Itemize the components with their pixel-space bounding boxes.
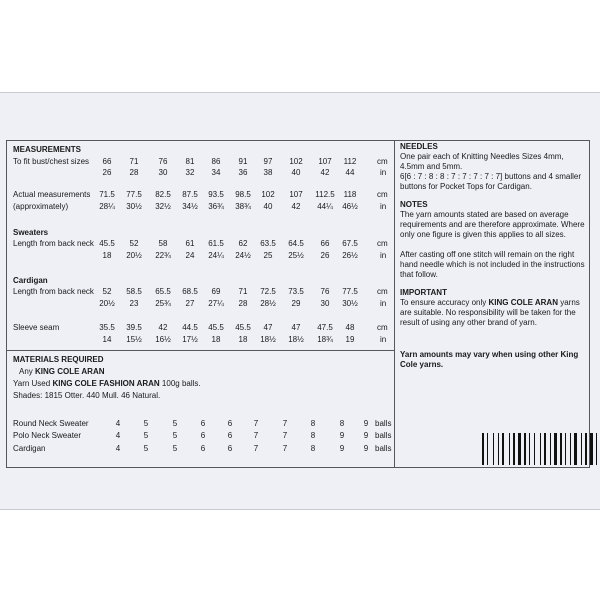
barcode-bar (570, 433, 571, 465)
cm-value: 47.5 (317, 323, 333, 332)
cm-value: 73.5 (288, 287, 304, 296)
in-value: 34 (211, 168, 221, 177)
in-value: 18 (102, 251, 112, 260)
cm-value: 71 (238, 287, 248, 296)
balls-value: 7 (282, 431, 288, 440)
balls-value: 8 (339, 419, 345, 428)
in-value: 28 (129, 168, 139, 177)
in-value: 24¼ (208, 251, 224, 260)
row-label: To fit bust/chest sizes (13, 157, 90, 166)
cm-value: 66 (320, 239, 330, 248)
cm-value: 107 (318, 157, 332, 166)
barcode-bar (527, 433, 528, 465)
in-value: 40 (291, 168, 301, 177)
balls-unit: balls (375, 419, 392, 428)
in-value: 44¼ (317, 202, 333, 211)
barcode-bar (540, 433, 541, 465)
in-value: 19 (345, 335, 355, 344)
barcode-bar (588, 433, 589, 465)
barcode-bar (594, 433, 595, 465)
balls-value: 5 (172, 431, 178, 440)
in-value: 34½ (182, 202, 198, 211)
unit-cm: cm (377, 323, 388, 332)
in-value: 28¼ (99, 202, 115, 211)
balls-value: 9 (363, 444, 369, 453)
cm-value: 52 (129, 239, 139, 248)
section-divider (6, 350, 395, 351)
in-value: 28 (238, 299, 248, 308)
cm-value: 42 (158, 323, 168, 332)
cm-value: 44.5 (182, 323, 198, 332)
unit-cm: cm (377, 239, 388, 248)
unit-in: in (380, 299, 387, 308)
in-value: 30 (320, 299, 330, 308)
barcode-bar (552, 433, 553, 465)
balls-value: 8 (310, 419, 316, 428)
barcode-bar (529, 433, 530, 465)
cm-value: 102 (261, 190, 275, 199)
cm-value: 61 (185, 239, 195, 248)
barcode-bar (547, 433, 549, 465)
cm-value: 71.5 (99, 190, 115, 199)
barcode-bar (493, 433, 494, 465)
needles-text: One pair each of Knitting Needles Sizes 4mm, 4.5mm and 5mm. (400, 152, 564, 171)
balls-unit: balls (375, 431, 392, 440)
cm-value: 66 (102, 157, 112, 166)
balls-value: 5 (143, 419, 149, 428)
barcode-bar (509, 433, 510, 465)
in-value: 27¼ (208, 299, 224, 308)
barcode-bar (590, 433, 593, 465)
barcode-bar (560, 433, 562, 465)
cm-value: 98.5 (235, 190, 251, 199)
barcode-bar (578, 433, 580, 465)
cm-value: 82.5 (155, 190, 171, 199)
cm-value: 47 (291, 323, 301, 332)
in-value: 30½ (342, 299, 358, 308)
needles-title: NEEDLES (400, 142, 438, 151)
unit-in: in (380, 335, 387, 344)
cm-value: 71 (129, 157, 139, 166)
balls-value: 7 (253, 444, 259, 453)
in-value: 36 (238, 168, 248, 177)
cm-value: 68.5 (182, 287, 198, 296)
cm-value: 112.5 (315, 190, 335, 199)
cardigan-title: Cardigan (13, 276, 48, 285)
notes-title: NOTES (400, 200, 428, 209)
in-value: 18¾ (317, 335, 333, 344)
cm-value: 86 (211, 157, 221, 166)
in-value: 30½ (126, 202, 142, 211)
in-value: 20½ (126, 251, 142, 260)
materials-row-label: Cardigan (13, 444, 46, 453)
in-value: 22¾ (155, 251, 171, 260)
cm-value: 77.5 (342, 287, 358, 296)
in-value: 42 (291, 202, 301, 211)
balls-value: 7 (282, 419, 288, 428)
in-value: 26½ (342, 251, 358, 260)
cm-value: 67.5 (342, 239, 358, 248)
in-value: 38¾ (235, 202, 251, 211)
row-label: Length from back neck (13, 239, 94, 248)
in-value: 32 (185, 168, 195, 177)
barcode-bar (487, 433, 488, 465)
unit-in: in (380, 251, 387, 260)
balls-unit: balls (375, 444, 392, 453)
in-value: 14 (102, 335, 112, 344)
balls-value: 5 (143, 444, 149, 453)
row-label: (approximately) (13, 202, 69, 211)
cm-value: 61.5 (208, 239, 224, 248)
balls-value: 7 (253, 431, 259, 440)
barcode-bar (554, 433, 557, 465)
barcode-bar (513, 433, 515, 465)
cm-value: 76 (158, 157, 168, 166)
in-value: 46½ (342, 202, 358, 211)
barcode-bar (511, 433, 512, 465)
unit-in: in (380, 202, 387, 211)
balls-value: 7 (253, 419, 259, 428)
row-label: Sleeve seam (13, 323, 60, 332)
cm-value: 118 (343, 190, 357, 199)
balls-value: 8 (310, 431, 316, 440)
barcode-bar (495, 433, 497, 465)
cm-value: 58.5 (126, 287, 142, 296)
in-value: 24½ (235, 251, 251, 260)
barcode-bar (536, 433, 539, 465)
important-text: To ensure accuracy only KING COLE ARAN yarns are suitable. No responsibility will be taken for the result of using any other brand of yarn. (400, 298, 580, 327)
barcode-bar (572, 433, 573, 465)
in-value: 26 (102, 168, 112, 177)
cm-value: 58 (158, 239, 168, 248)
unit-cm: cm (377, 190, 388, 199)
balls-value: 4 (115, 431, 121, 440)
in-value: 25¾ (155, 299, 171, 308)
balls-value: 4 (115, 444, 121, 453)
measurements-title: MEASUREMENTS (13, 145, 82, 154)
barcode-bar (596, 433, 597, 465)
cm-value: 102 (289, 157, 303, 166)
materials-row-label: Polo Neck Sweater (13, 431, 82, 440)
balls-value: 6 (227, 419, 233, 428)
barcode-bar (563, 433, 564, 465)
in-value: 17½ (182, 335, 198, 344)
unit-cm: cm (377, 157, 388, 166)
notes-text-2: After casting off one stitch will remain on the right hand needle which is not included in the instructions that follow. (400, 250, 585, 279)
cm-value: 112 (343, 157, 357, 166)
barcode-bar (522, 433, 523, 465)
in-value: 36¾ (208, 202, 224, 211)
cm-value: 45.5 (99, 239, 115, 248)
barcode-bar (542, 433, 543, 465)
in-value: 29 (291, 299, 301, 308)
barcode-bar (500, 433, 501, 465)
in-value: 32½ (155, 202, 171, 211)
barcode-bar (565, 433, 566, 465)
in-value: 26 (320, 251, 330, 260)
barcode-bar (502, 433, 504, 465)
in-value: 25½ (288, 251, 304, 260)
column-divider (394, 140, 395, 468)
balls-value: 5 (172, 444, 178, 453)
balls-value: 6 (200, 431, 206, 440)
barcode-bar (524, 433, 526, 465)
in-value: 40 (263, 202, 273, 211)
balls-value: 4 (115, 419, 121, 428)
in-value: 24 (185, 251, 195, 260)
cm-value: 65.5 (155, 287, 171, 296)
in-value: 25 (263, 251, 273, 260)
barcode-bar (531, 433, 533, 465)
cm-value: 76 (320, 287, 330, 296)
materials-title: MATERIALS REQUIRED (13, 355, 104, 364)
barcode-bar (544, 433, 546, 465)
barcode-bar (574, 433, 577, 465)
balls-value: 7 (282, 444, 288, 453)
in-value: 27 (185, 299, 195, 308)
cm-value: 72.5 (260, 287, 276, 296)
materials-yarn-line: Yarn Used KING COLE FASHION ARAN 100g balls. (13, 379, 201, 388)
barcode-bar (581, 433, 582, 465)
barcode-bar (482, 433, 484, 465)
cm-value: 93.5 (208, 190, 224, 199)
in-value: 44 (345, 168, 355, 177)
cm-value: 47 (263, 323, 273, 332)
cm-value: 69 (211, 287, 221, 296)
unit-in: in (380, 168, 387, 177)
barcode-bar (516, 433, 517, 465)
balls-value: 6 (227, 444, 233, 453)
materials-row-label: Round Neck Sweater (13, 419, 89, 428)
balls-value: 6 (200, 444, 206, 453)
barcode-bar (498, 433, 499, 465)
balls-value: 8 (310, 444, 316, 453)
materials-any-line: Any KING COLE ARAN (19, 367, 105, 376)
balls-value: 5 (143, 431, 149, 440)
yarn-amount-note: Yarn amounts may vary when using other King Cole yarns. (400, 350, 579, 369)
in-value: 18 (211, 335, 221, 344)
balls-value: 9 (339, 431, 345, 440)
important-title: IMPORTANT (400, 288, 447, 297)
cm-value: 45.5 (235, 323, 251, 332)
needles-buttons-text: 6[6 : 7 : 8 : 8 : 7 : 7 : 7 : 7 : 7] buttons and 4 smaller buttons for Pocket Tops for Cardigan. (400, 172, 581, 191)
balls-value: 9 (363, 431, 369, 440)
cm-value: 39.5 (126, 323, 142, 332)
in-value: 30 (158, 168, 168, 177)
cm-value: 64.5 (288, 239, 304, 248)
cm-value: 77.5 (126, 190, 142, 199)
in-value: 42 (320, 168, 330, 177)
in-value: 18½ (288, 335, 304, 344)
cm-value: 63.5 (260, 239, 276, 248)
balls-value: 9 (363, 419, 369, 428)
materials-shades: Shades: 1815 Otter. 440 Mull. 46 Natural. (13, 391, 161, 400)
cm-value: 45.5 (208, 323, 224, 332)
in-value: 18 (238, 335, 248, 344)
cm-value: 91 (238, 157, 248, 166)
cm-value: 52 (102, 287, 112, 296)
cm-value: 81 (185, 157, 195, 166)
cm-value: 35.5 (99, 323, 115, 332)
barcode-bar (505, 433, 508, 465)
sweaters-title: Sweaters (13, 228, 49, 237)
in-value: 20½ (99, 299, 115, 308)
cm-value: 107 (289, 190, 303, 199)
balls-value: 5 (172, 419, 178, 428)
in-value: 38 (263, 168, 273, 177)
in-value: 16½ (155, 335, 171, 344)
barcode-bar (550, 433, 551, 465)
balls-value: 6 (200, 419, 206, 428)
in-value: 28½ (260, 299, 276, 308)
barcode-bar (567, 433, 569, 465)
barcode-bar (558, 433, 559, 465)
barcode-bar (583, 433, 584, 465)
balls-value: 9 (339, 444, 345, 453)
barcode-bar (485, 433, 486, 465)
barcode-bar (534, 433, 535, 465)
cm-value: 97 (263, 157, 273, 166)
barcode-bar (518, 433, 521, 465)
in-value: 23 (129, 299, 139, 308)
cm-value: 48 (345, 323, 355, 332)
barcode-bar (489, 433, 492, 465)
in-value: 15½ (126, 335, 142, 344)
barcode-bar (585, 433, 587, 465)
row-label: Actual measurements (13, 190, 91, 199)
notes-text: The yarn amounts stated are based on average requirements and are therefore approximate. Where only one figure is given this applies to all sizes. (400, 210, 585, 239)
cm-value: 62 (238, 239, 248, 248)
barcode (482, 433, 600, 465)
cm-value: 87.5 (182, 190, 198, 199)
in-value: 18½ (260, 335, 276, 344)
unit-cm: cm (377, 287, 388, 296)
row-label: Length from back neck (13, 287, 94, 296)
balls-value: 6 (227, 431, 233, 440)
